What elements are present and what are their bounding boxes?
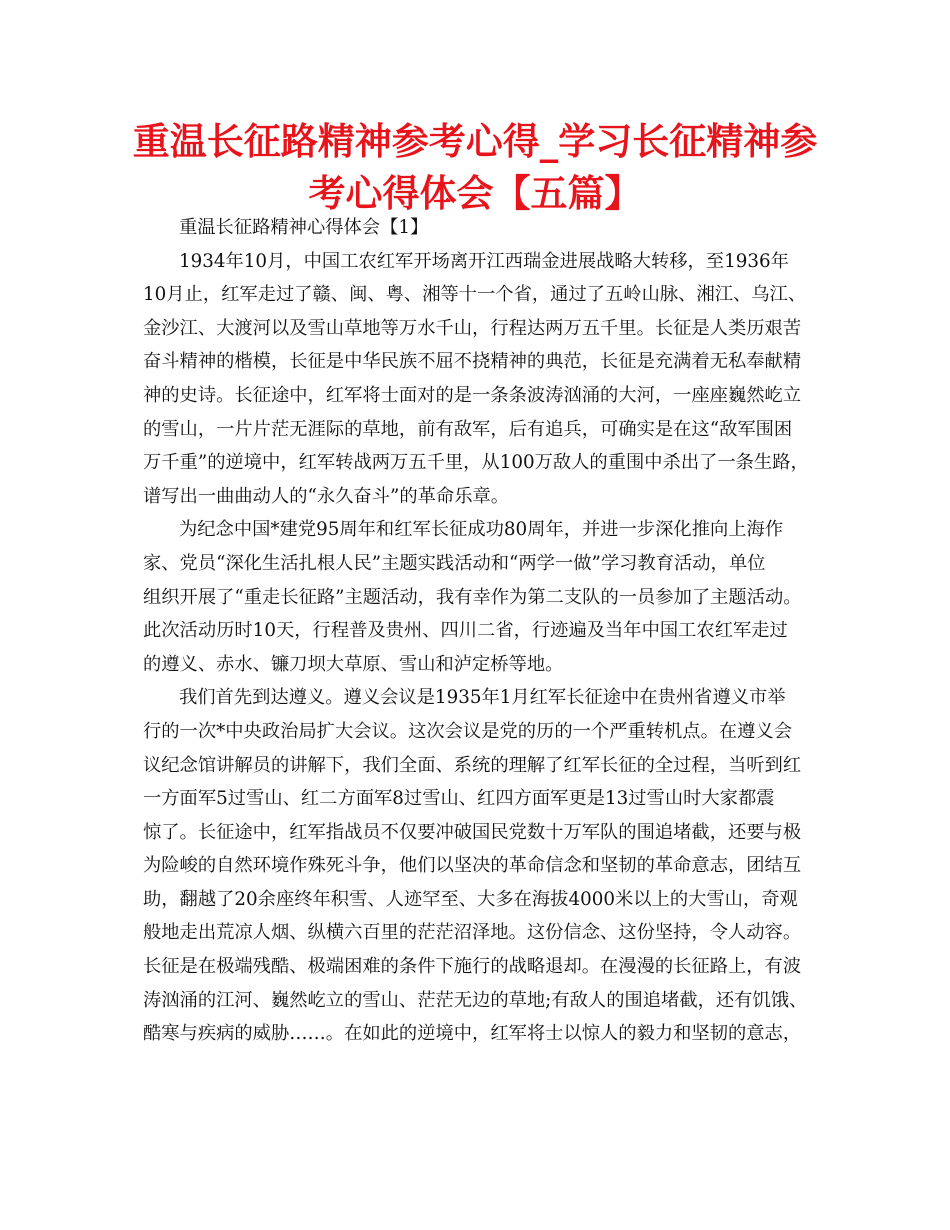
title-line-2: 考心得体会【五篇】: [308, 172, 642, 215]
text-line: 为纪念中国*建党95周年和红军长征成功80周年，并进一步深化推向上海作: [179, 519, 784, 541]
text-line: 此次活动历时10天，行程普及贵州、四川二省，行迹遍及当年中国工农红军走过: [143, 620, 788, 642]
text-line: 10月止，红军走过了赣、闽、粤、湘等十一个省，通过了五岭山脉、湘江、乌江、: [143, 284, 807, 306]
text-line: 长征是在极端残酷、极端困难的条件下施行的战略退却。在漫漫的长征路上，有波: [143, 956, 802, 978]
title-line-1: 重温长征路精神参考心得_学习长征精神参: [132, 120, 818, 163]
document-body: [143, 211, 813, 1051]
text-line: 助，翻越了20余座终年积雪、人迹罕至、大多在海拔4000米以上的大雪山，奇观: [143, 888, 798, 910]
text-line: 我们首先到达遵义。遵义会议是1935年1月红军长征途中在贵州省遵义市举: [179, 687, 786, 709]
text-line: 1934年10月，中国工农红军开场离开江西瑞金进展战略大转移，至1936年: [179, 250, 789, 272]
text-line: 家、党员“深化生活扎根人民”主题实践活动和“两学一做”学习教育活动，单位: [143, 552, 766, 574]
text-line: 一方面军5过雪山、红二方面军8过雪山、红四方面军更是13过雪山时大家都震: [143, 788, 775, 810]
text-line: 惊了。长征途中，红军指战员不仅要冲破国民党数十万军队的围追堵截，还要与极: [143, 821, 802, 843]
text-line: 的雪山，一片片茫无涯际的草地，前有敌军，后有追兵，可确实是在这“敌军围困: [143, 418, 793, 440]
text-line: 万千重”的逆境中，红军转战两万五千里，从100万敌人的重围中杀出了一条生路，: [143, 452, 809, 474]
section-heading: 重温长征路精神心得体会【1】: [179, 217, 429, 238]
text-line: 议纪念馆讲解员的讲解下，我们全面、系统的理解了红军长征的全过程，当听到红: [143, 754, 802, 776]
text-line: 金沙江、大渡河以及雪山草地等万水千山，行程达两万五千里。长征是人类历艰苦: [143, 317, 802, 339]
text-line: 的遵义、赤水、镰刀坝大草原、雪山和泸定桥等地。: [143, 653, 564, 675]
text-line: 为险峻的自然环境作殊死斗争，他们以坚决的革命信念和坚韧的革命意志，团结互: [143, 855, 802, 877]
text-line: 谱写出一曲曲动人的“永久奋斗”的革命乐章。: [143, 485, 510, 507]
text-line: 奋斗精神的楷模，长征是中华民族不屈不挠精神的典范，长征是充满着无私奉献精: [143, 351, 802, 373]
document-title: [130, 116, 820, 220]
text-line: 组织开展了“重走长征路”主题活动，我有幸作为第二支队的一员参加了主题活动。: [143, 586, 802, 608]
text-line: 神的史诗。长征途中，红军将士面对的是一条条波涛汹涌的大河，一座座巍然屹立: [143, 384, 802, 406]
text-line: 酷寒与疾病的威胁……。在如此的逆境中，红军将士以惊人的毅力和坚韧的意志，: [143, 1023, 802, 1045]
text-line: 行的一次*中央政治局扩大会议。这次会议是党的历的一个严重转机点。在遵义会: [143, 720, 792, 742]
text-line: 涛汹涌的江河、巍然屹立的雪山、茫茫无边的草地;有敌人的围追堵截，还有饥饿、: [143, 989, 808, 1011]
text-line: 般地走出荒凉人烟、纵横六百里的茫茫沼泽地。这份信念、这份坚持，令人动容。: [143, 922, 802, 944]
